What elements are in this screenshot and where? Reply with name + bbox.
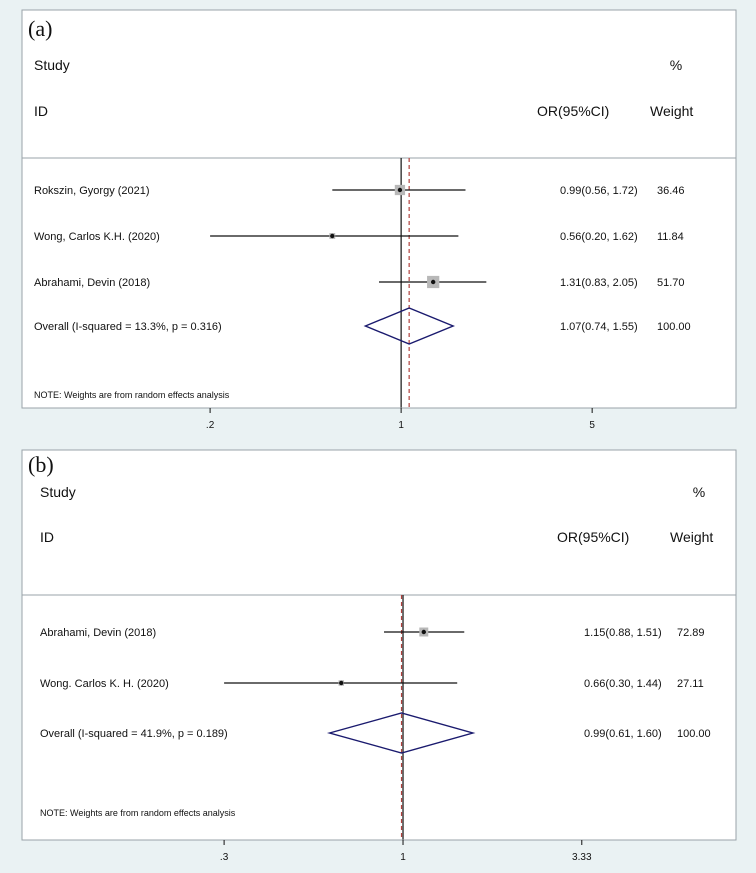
overall-label: Overall (I-squared = 41.9%, p = 0.189) xyxy=(40,728,228,740)
study-name: Wong. Carlos K. H. (2020) xyxy=(40,678,169,690)
overall-weight: 100.00 xyxy=(657,321,691,333)
study-weight: 11.84 xyxy=(657,231,684,243)
x-tick-label: 3.33 xyxy=(572,852,592,863)
header-weight: Weight xyxy=(650,103,694,119)
forest-plot-b xyxy=(0,445,756,873)
header-percent: % xyxy=(692,484,706,500)
study-weight: 51.70 xyxy=(657,277,685,289)
header-study: Study xyxy=(40,484,76,500)
study-name: Abrahami, Devin (2018) xyxy=(40,627,157,639)
x-tick-label: .2 xyxy=(205,420,215,431)
header-study: Study xyxy=(34,57,70,73)
x-tick-label: 5 xyxy=(589,420,595,431)
study-weight: 72.89 xyxy=(677,627,705,639)
study-or-ci: 1.15(0.88, 1.51) xyxy=(584,627,662,639)
study-point-estimate xyxy=(330,234,334,238)
plot-frame xyxy=(22,10,736,408)
header-id: ID xyxy=(34,103,48,119)
overall-weight: 100.00 xyxy=(677,728,711,740)
header-id: ID xyxy=(40,529,54,545)
study-or-ci: 0.99(0.56, 1.72) xyxy=(560,185,638,197)
study-name: Wong, Carlos K.H. (2020) xyxy=(34,231,160,243)
study-name: Rokszin, Gyorgy (2021) xyxy=(34,185,150,197)
weights-note: NOTE: Weights are from random effects analysis xyxy=(34,390,230,400)
study-or-ci: 0.66(0.30, 1.44) xyxy=(584,678,662,690)
overall-or-ci: 1.07(0.74, 1.55) xyxy=(560,321,638,333)
study-point-estimate xyxy=(398,188,402,192)
study-point-estimate xyxy=(431,280,435,284)
study-or-ci: 1.31(0.83, 2.05) xyxy=(560,277,638,289)
panel-label: (a) xyxy=(28,16,53,41)
panel-label: (b) xyxy=(28,452,54,477)
x-tick-label: .3 xyxy=(219,852,229,863)
study-point-estimate xyxy=(422,630,426,634)
study-name: Abrahami, Devin (2018) xyxy=(34,277,151,289)
study-point-estimate xyxy=(339,681,343,685)
x-tick-label: 1 xyxy=(400,852,406,863)
header-or: OR(95%CI) xyxy=(557,529,630,545)
plot-frame xyxy=(22,450,736,840)
header-percent: % xyxy=(669,57,683,73)
study-or-ci: 0.56(0.20, 1.62) xyxy=(560,231,638,243)
study-weight: 27.11 xyxy=(677,678,704,690)
overall-or-ci: 0.99(0.61, 1.60) xyxy=(584,728,662,740)
x-tick-label: 1 xyxy=(398,420,404,431)
study-weight: 36.46 xyxy=(657,185,685,197)
header-weight: Weight xyxy=(670,529,714,545)
weights-note: NOTE: Weights are from random effects analysis xyxy=(40,808,236,818)
overall-label: Overall (I-squared = 13.3%, p = 0.316) xyxy=(34,321,222,333)
forest-plot-b-svg xyxy=(0,445,756,873)
header-or: OR(95%CI) xyxy=(537,103,610,119)
